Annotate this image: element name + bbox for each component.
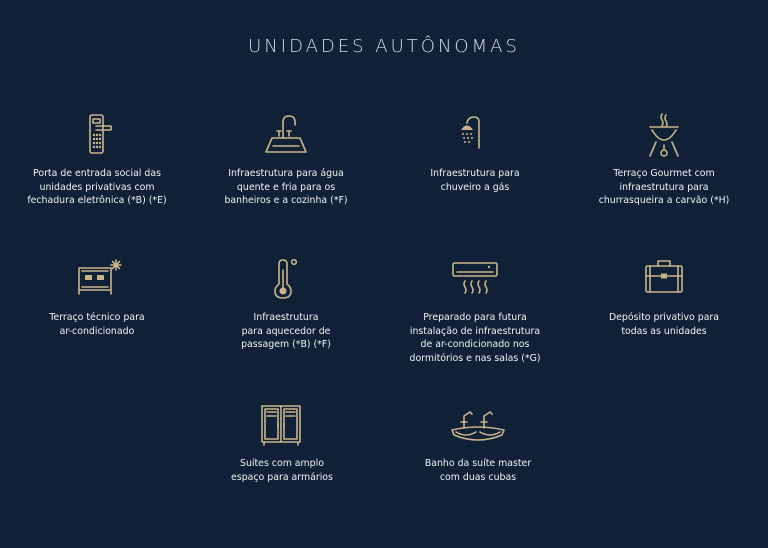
- section-title: UNIDADES AUTÔNOMAS: [248, 36, 520, 57]
- feature-label: Terraço técnico para ar-condicionado: [49, 312, 145, 337]
- feature-item-sink: [196, 112, 376, 208]
- feature-label: Terraço Gourmet com infraestrutura para churrasqueira a carvão (*H): [598, 168, 730, 206]
- feature-label: Depósito privativo para todas as unidades: [608, 312, 720, 337]
- feature-label: Infraestrutura para água quente e fria para os banheiros e a cozinha (*F): [224, 168, 348, 206]
- feature-item-future-ac: [385, 256, 565, 365]
- feature-item-wardrobe: [192, 402, 372, 484]
- feature-label: Infraestrutura para chuveiro a gás: [430, 168, 520, 193]
- ac-condenser-icon: [67, 256, 127, 306]
- feature-item-ac-terrace: [7, 256, 187, 338]
- feature-item-shower: [385, 112, 565, 194]
- feature-label: Banho da suíte master com duas cubas: [424, 458, 532, 483]
- feature-label: Suítes com amplo espaço para armários: [231, 458, 333, 483]
- feature-item-digital-lock: [7, 112, 187, 208]
- feature-label: Infraestrutura para aquecedor de passagem (*B) (*F): [241, 312, 331, 350]
- thermometer-icon: [256, 256, 316, 306]
- storage-box-icon: [634, 256, 694, 306]
- feature-label: Porta de entrada social das unidades privativas com fechadura eletrônica (*B) (*E): [27, 168, 167, 206]
- double-sink-icon: [448, 402, 508, 452]
- shower-icon: [445, 112, 505, 162]
- feature-item-heater: [196, 256, 376, 352]
- air-conditioner-icon: [445, 256, 505, 306]
- sink-faucet-icon: [256, 112, 316, 162]
- feature-item-storage: [574, 256, 754, 338]
- barbecue-grill-icon: [634, 112, 694, 162]
- feature-item-double-sink: [388, 402, 568, 484]
- feature-label: Preparado para futura instalação de infraestrutura de ar-condicionado nos dormitórios e nas salas (*G): [409, 312, 541, 364]
- feature-item-grill: [574, 112, 754, 208]
- wardrobe-icon: [252, 402, 312, 452]
- digital-lock-icon: [67, 112, 127, 162]
